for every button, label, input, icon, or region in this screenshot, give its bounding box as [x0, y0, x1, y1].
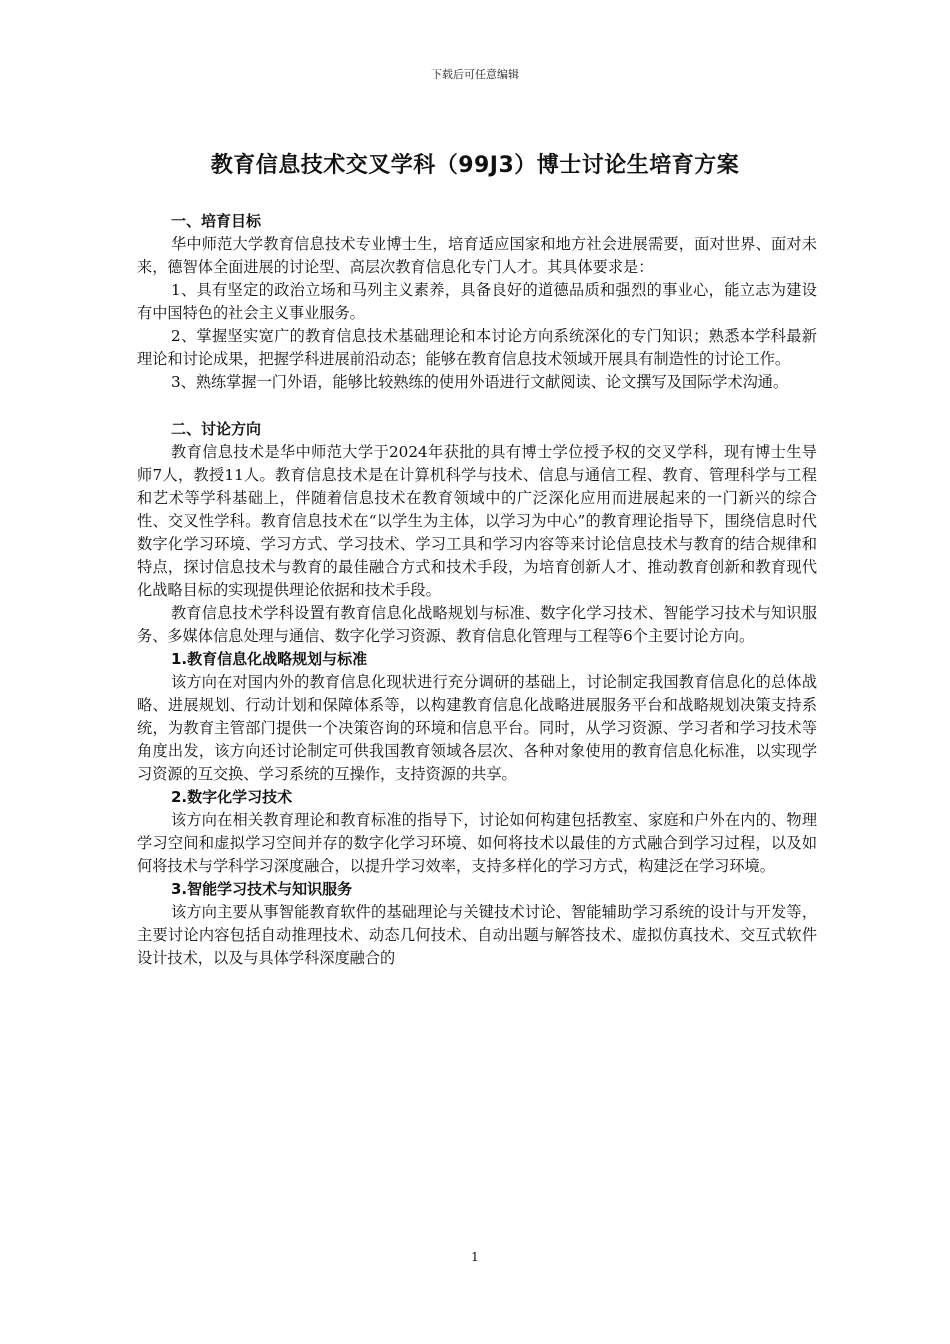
paragraph: 该方向在对国内外的教育信息化现状进行充分调研的基础上，讨论制定我国教育信息化的总体战略、进展规划、行动计划和保障体系等，以构建教育信息化战略进展服务平台和战略规划决策支持系统，为教育主管部门提供一个决策咨询的环境和信息平台。同时，从学习资源、学习者和学习技术等角度出发，该方向还讨论制定可供我国教育领域各层次、各种对象使用的教育信息化标准，以实现学习资源的互交换、学习系统的互操作，支持资源的共享。 [137, 673, 817, 783]
paragraph: 华中师范大学教育信息技术专业博士生，培育适应国家和地方社会进展需要，面对世界、面对未来，德智体全面进展的讨论型、高层次教育信息化专门人才。其具体要求是： [137, 235, 817, 276]
page-header: 下载后可任意编辑 [431, 68, 519, 81]
section-heading-goals: 一、培育目标 [171, 212, 262, 230]
subheading-direction-3: 3.智能学习技术与知识服务 [171, 880, 353, 898]
subheading-direction-1: 1.教育信息化战略规划与标准 [171, 650, 368, 668]
page-number: 1 [471, 1250, 479, 1264]
paragraph: 教育信息技术学科设置有教育信息化战略规划与标准、数字化学习技术、智能学习技术与知识服务、多媒体信息处理与通信、数字化学习资源、教育信息化管理与工程等6个主要讨论方向。 [137, 604, 817, 645]
paragraph: 2、掌握坚实宽广的教育信息技术基础理论和本讨论方向系统深化的专门知识；熟悉本学科最新理论和讨论成果，把握学科进展前沿动态；能够在教育信息技术领域开展具有制造性的讨论工作。 [137, 327, 817, 368]
paragraph: 1、具有坚定的政治立场和马列主义素养，具备良好的道德品质和强烈的事业心，能立志为建设有中国特色的社会主义事业服务。 [137, 281, 817, 322]
section-spacer [137, 394, 817, 418]
document-body [137, 210, 817, 970]
paragraph: 教育信息技术是华中师范大学于2024年获批的具有博士学位授予权的交叉学科，现有博士生导师7人，教授11人。教育信息技术是在计算机科学与技术、信息与通信工程、教育、管理科学与工程和艺术等学科基础上，伴随着信息技术在教育领域中的广泛深化应用而进展起来的一门新兴的综合性、交叉性学科。教育信息技术在“以学生为主体，以学习为中心”的教育理论指导下，围绕信息时代数字化学习环境、学习方式、学习技术、学习工具和学习内容等来讨论信息技术与教育的结合规律和特点，探讨信息技术与教育的最佳融合方式和技术手段，为培育创新人才、推动教育创新和教育现代化战略目标的实现提供理论依据和技术手段。 [137, 443, 817, 599]
paragraph: 该方向主要从事智能教育软件的基础理论与关键技术讨论、智能辅助学习系统的设计与开发等，主要讨论内容包括自动推理技术、动态几何技术、自动出题与解答技术、虚拟仿真技术、交互式软件设计技术，以及与具体学科深度融合的 [137, 903, 817, 967]
subheading-direction-2: 2.数字化学习技术 [171, 788, 293, 806]
paragraph: 该方向在相关教育理论和教育标准的指导下，讨论如何构建包括教室、家庭和户外在内的、物理学习空间和虚拟学习空间并存的数字化学习环境、如何将技术以最佳的方式融合到学习过程，以及如何将技术与学科学习深度融合，以提升学习效率，支持多样化的学习方式，构建泛在学习环境。 [137, 811, 817, 875]
document-title: 教育信息技术交叉学科（99J3）博士讨论生培育方案 [210, 153, 740, 178]
section-heading-directions: 二、讨论方向 [171, 420, 262, 438]
paragraph: 3、熟练掌握一门外语，能够比较熟练的使用外语进行文献阅读、论文撰写及国际学术沟通。 [171, 373, 789, 391]
